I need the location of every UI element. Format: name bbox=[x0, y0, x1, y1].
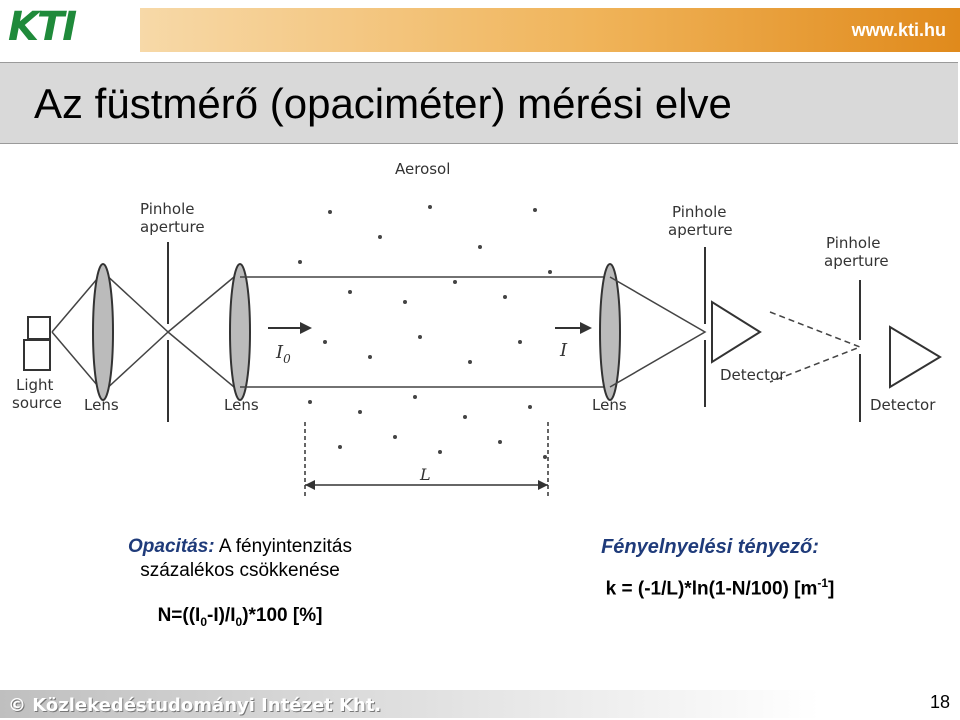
label-pinhole-2: Pinhole bbox=[672, 203, 727, 221]
label-pinhole-1: Pinhole bbox=[140, 200, 195, 218]
slide-title: Az füstmérő (opaciméter) mérési elve bbox=[34, 80, 732, 127]
header bbox=[0, 0, 960, 58]
opacity-text-1: A fényintenzitás bbox=[214, 536, 352, 557]
label-light: Light bbox=[16, 376, 54, 394]
header-url[interactable]: www.kti.hu bbox=[851, 20, 946, 40]
opacity-formula: $N=((I_0-I)/I_0)*100$ [%] bbox=[157, 605, 323, 629]
label-lens-3: Lens bbox=[592, 396, 627, 414]
label-aperture-3: aperture bbox=[824, 252, 889, 270]
label-pinhole-3: Pinhole bbox=[826, 234, 881, 252]
lens-2 bbox=[230, 264, 250, 400]
label-source: source bbox=[12, 394, 62, 412]
label-detector-1: Detector bbox=[720, 366, 786, 384]
page-number: 18 bbox=[929, 692, 950, 712]
footer-copyright: © Közlekedéstudományi Intézet Kht. bbox=[8, 695, 382, 716]
label-length: L bbox=[420, 465, 431, 484]
opacity-label: Opacitás: bbox=[128, 536, 215, 557]
label-aperture-2: aperture bbox=[668, 221, 733, 239]
lens-3 bbox=[600, 264, 620, 400]
opacimeter-diagram bbox=[0, 152, 960, 507]
label-lens-2: Lens bbox=[224, 396, 259, 414]
label-detector-2: Detector bbox=[870, 396, 936, 414]
opacity-description bbox=[60, 535, 420, 583]
header-bar bbox=[140, 8, 960, 52]
label-i0: $I_0$ bbox=[276, 342, 291, 366]
opacity-text-2: százalékos csökkenése bbox=[140, 560, 340, 581]
label-i: I bbox=[560, 340, 568, 361]
label-lens-1: Lens bbox=[84, 396, 119, 414]
label-aerosol: Aerosol bbox=[395, 160, 451, 178]
label-aperture-1: aperture bbox=[140, 218, 205, 236]
absorption-title: Fényelnyelési tényező: bbox=[601, 536, 819, 558]
kti-logo: KTI bbox=[8, 4, 76, 50]
absorption-formula: k = (-1/L)*ln(1-N/100) $[m^{-1}]$ bbox=[605, 576, 835, 600]
lens-1 bbox=[93, 264, 113, 400]
